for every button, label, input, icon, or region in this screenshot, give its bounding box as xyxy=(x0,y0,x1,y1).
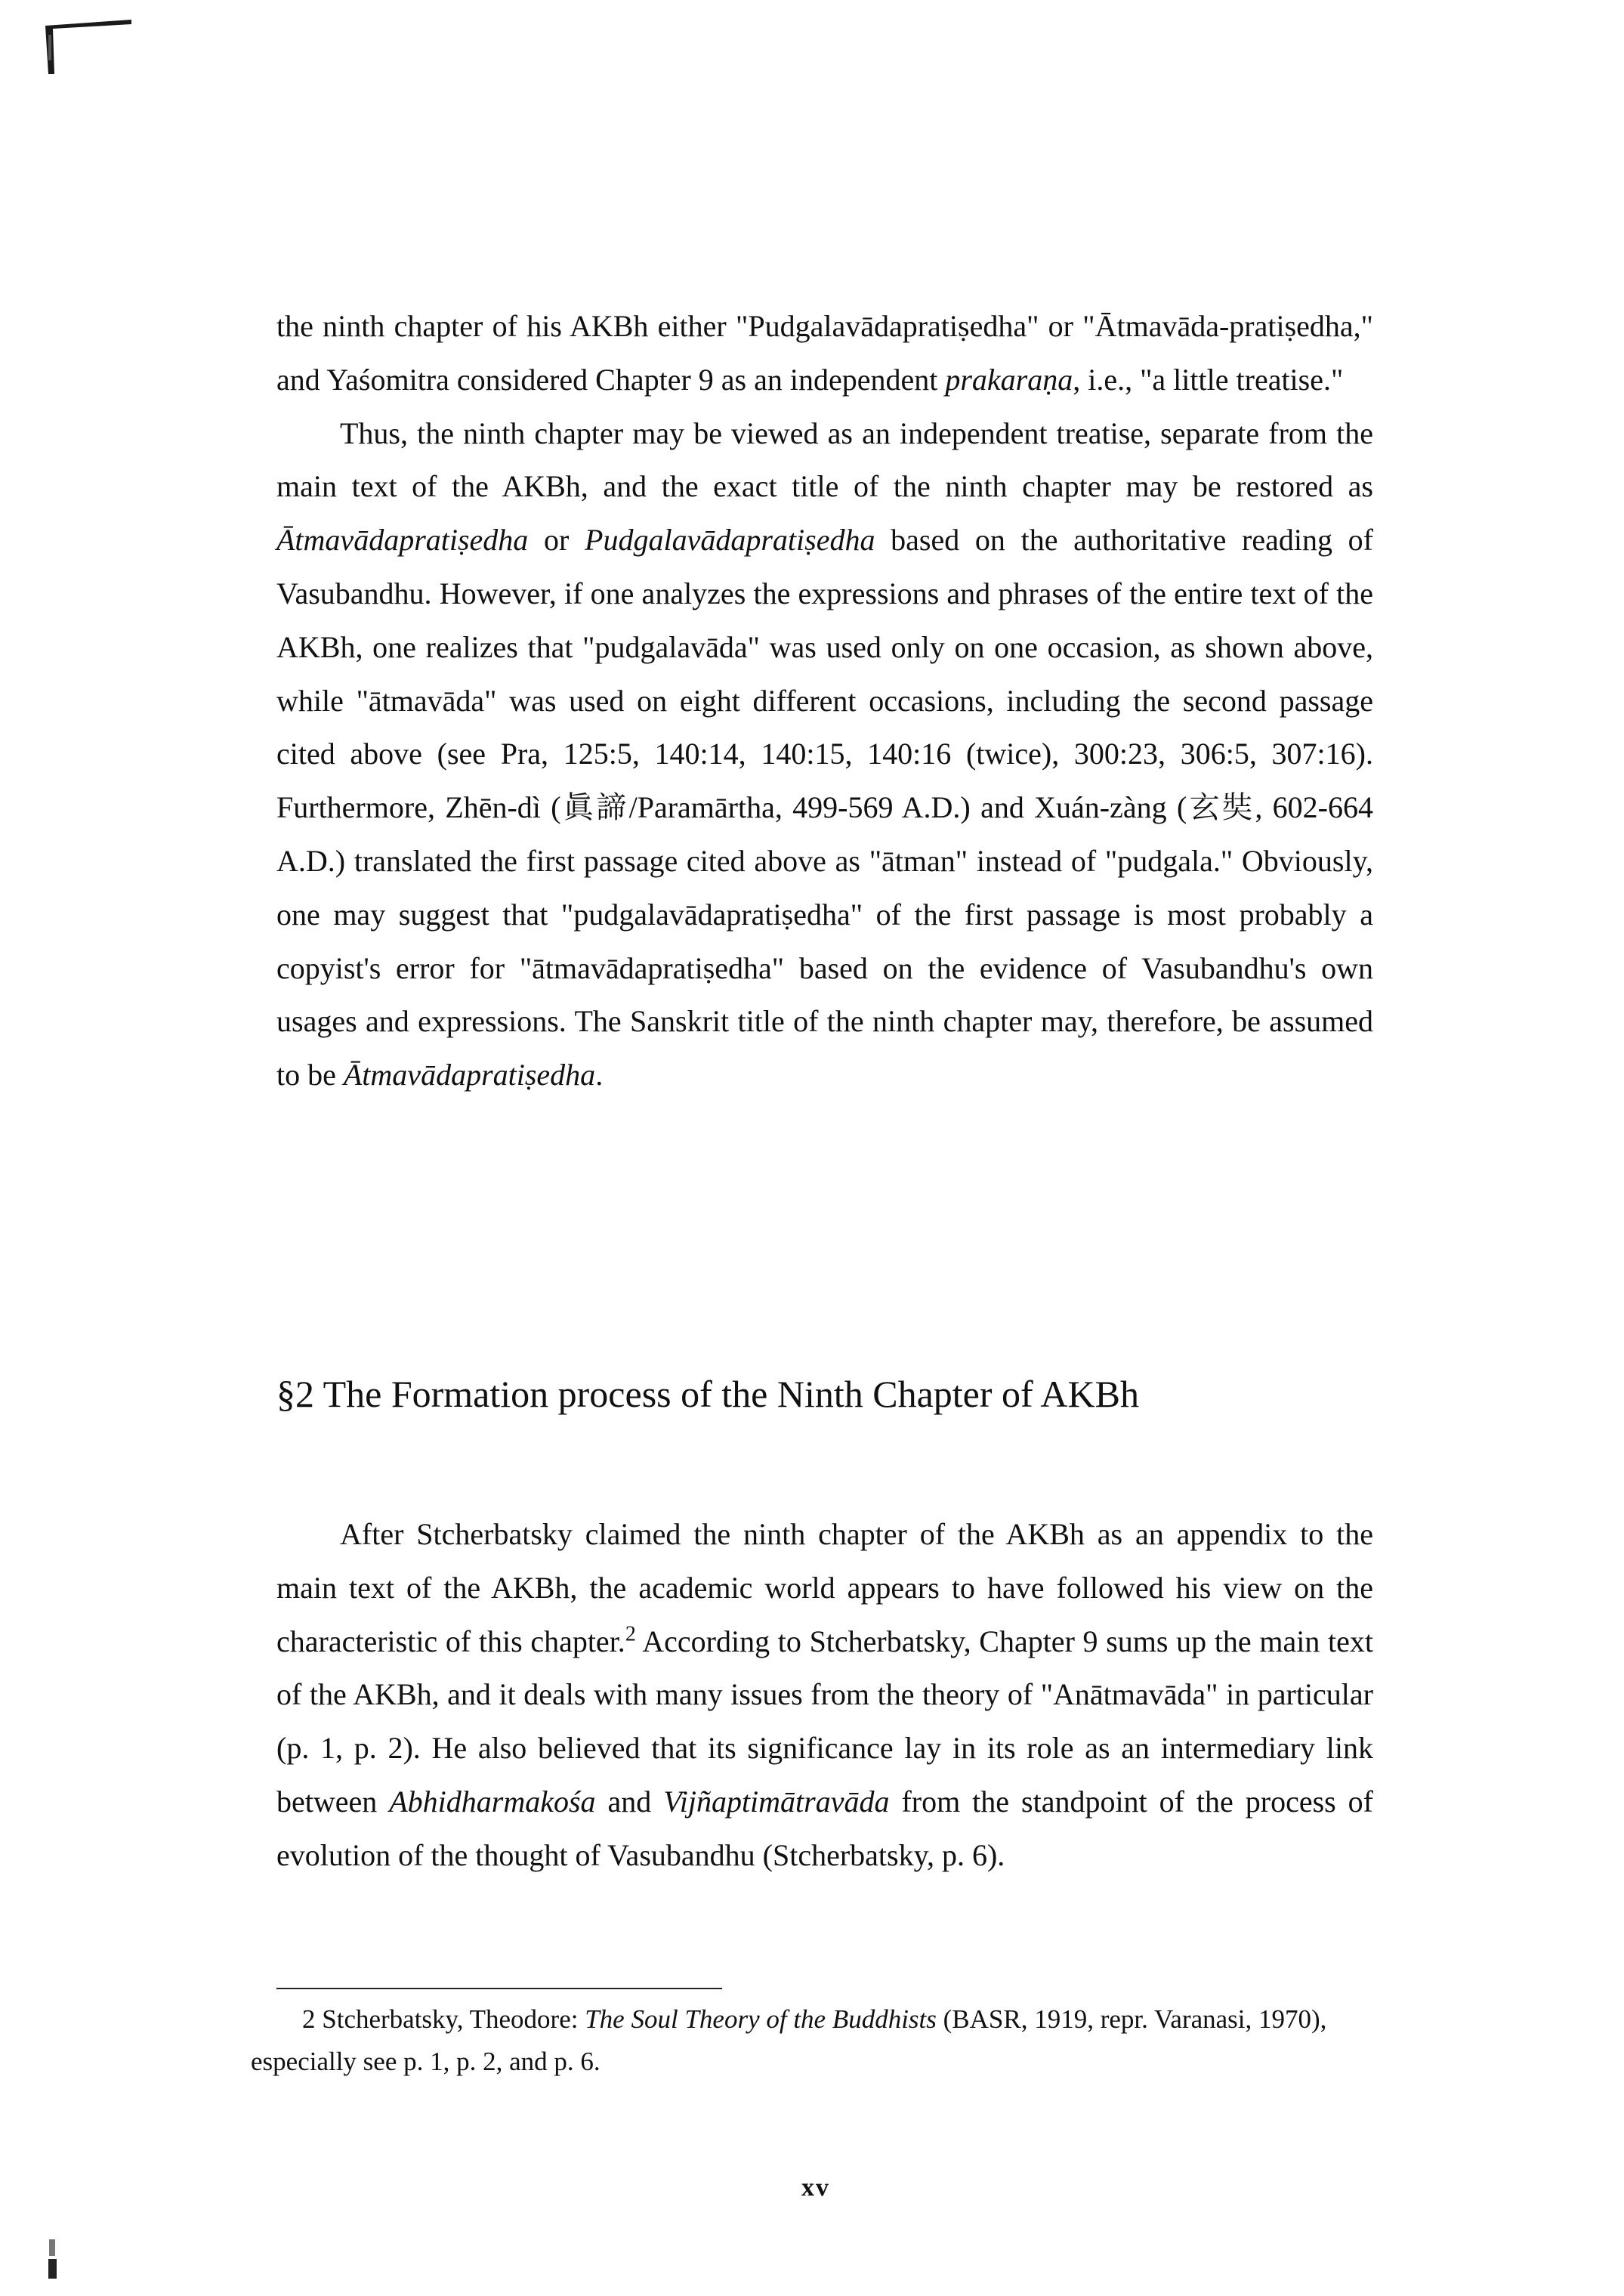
footnote-2-text-end: (BASR, 1919, repr. Varanasi, 1970), especially see p. 1, p. 2, and p. 6. xyxy=(251,2004,1327,2076)
paragraph-1-italic: prakaraṇa xyxy=(945,362,1073,397)
paragraph-2-italic-title-3: Ātmavādapratiṣedha xyxy=(343,1058,596,1092)
scan-corner-mark-icon xyxy=(44,15,134,76)
footnote-2-text: 2 Stcherbatsky, Theodore: xyxy=(302,2004,585,2034)
paragraph-2-text-or: or xyxy=(528,523,585,558)
body-text-section-2 xyxy=(276,1508,1373,1883)
paragraph-3-text-main: According to Stcherbatsky, Chapter 9 sums up the main text of the AKBh, and it deals with many issues from the theory of "Anātmavāda" in particular (p. 1, p. 2). He also believed that its significance lay in its role as an intermediary link between xyxy=(276,1624,1373,1819)
paragraph-2-italic-title-2: Pudgalavādapratiṣedha xyxy=(585,523,875,558)
scan-edge-mark-icon xyxy=(47,2236,59,2282)
paragraph-3-italic-2: Vijñaptimātravāda xyxy=(663,1784,890,1819)
paragraph-2 xyxy=(276,407,1373,1102)
section-heading: §2 The Formation process of the Ninth Chapter of AKBh xyxy=(276,1373,1139,1415)
page-number: xv xyxy=(801,2174,830,2202)
footnote-reference[interactable]: 2 xyxy=(625,1622,636,1646)
paragraph-2-text-main: based on the authoritative reading of Vasubandhu. However, if one analyzes the expressions and phrases of the entire text of the AKBh, one realizes that "pudgalavāda" was used only on one occasion, as shown above, while "ātmavāda" was used on eight different occasions, including the second passage cited above (see Pra, 125:5, 140:14, 140:15, 140:16 (twice), 300:23, 306:5, 307:16). Furthermore, Zhēn-dì (眞諦/Paramārtha, 499-569 A.D.) and Xuán-zàng (玄奘, 602-664 A.D.) translated the first passage cited above as "ātman" instead of "pudgala." Obviously, one may suggest that "pudgalavādapratiṣedha" of the first passage is most probably a copyist's error for "ātmavādapratiṣedha" based on the evidence of Vasubandhu's own usages and expressions. The Sanskrit title of the ninth chapter may, therefore, be assumed to be xyxy=(276,523,1373,1092)
paragraph-2-text: Thus, the ninth chapter may be viewed as an independent treatise, separate from the main text of the AKBh, and the exact title of the ninth chapter may be restored as xyxy=(276,416,1373,504)
paragraph-2-italic-title-1: Ātmavādapratiṣedha xyxy=(276,523,529,558)
body-text-top xyxy=(276,300,1373,1102)
paragraph-3-text-and: and xyxy=(595,1784,664,1819)
paragraph-1-text-end: , i.e., "a little treatise." xyxy=(1073,362,1344,397)
footnote-2-italic-title: The Soul Theory of the Buddhists xyxy=(585,2004,937,2034)
footnote-2 xyxy=(251,1998,1375,2083)
paragraph-3-text: After Stcherbatsky claimed the ninth chapter of the AKBh as an appendix to the main text of the AKBh, the academic world appears to have followed his view on the characteristic of this chapter. xyxy=(276,1517,1373,1658)
paragraph-3 xyxy=(276,1508,1373,1883)
paragraph-1 xyxy=(276,300,1373,407)
paragraph-2-text-end: . xyxy=(595,1058,604,1092)
footnote-divider xyxy=(276,1988,722,1989)
paragraph-3-text-end: from the standpoint of the process of evolution of the thought of Vasubandhu (Stcherbatsky, p. 6). xyxy=(276,1784,1373,1872)
paragraph-1-text: the ninth chapter of his AKBh either "Pudgalavādapratiṣedha" or "Ātmavāda-pratiṣedha," and Yaśomitra considered Chapter 9 as an independent xyxy=(276,309,1373,397)
paragraph-3-italic-1: Abhidharmakośa xyxy=(389,1784,596,1819)
footnote-2-line xyxy=(251,1998,1375,2083)
